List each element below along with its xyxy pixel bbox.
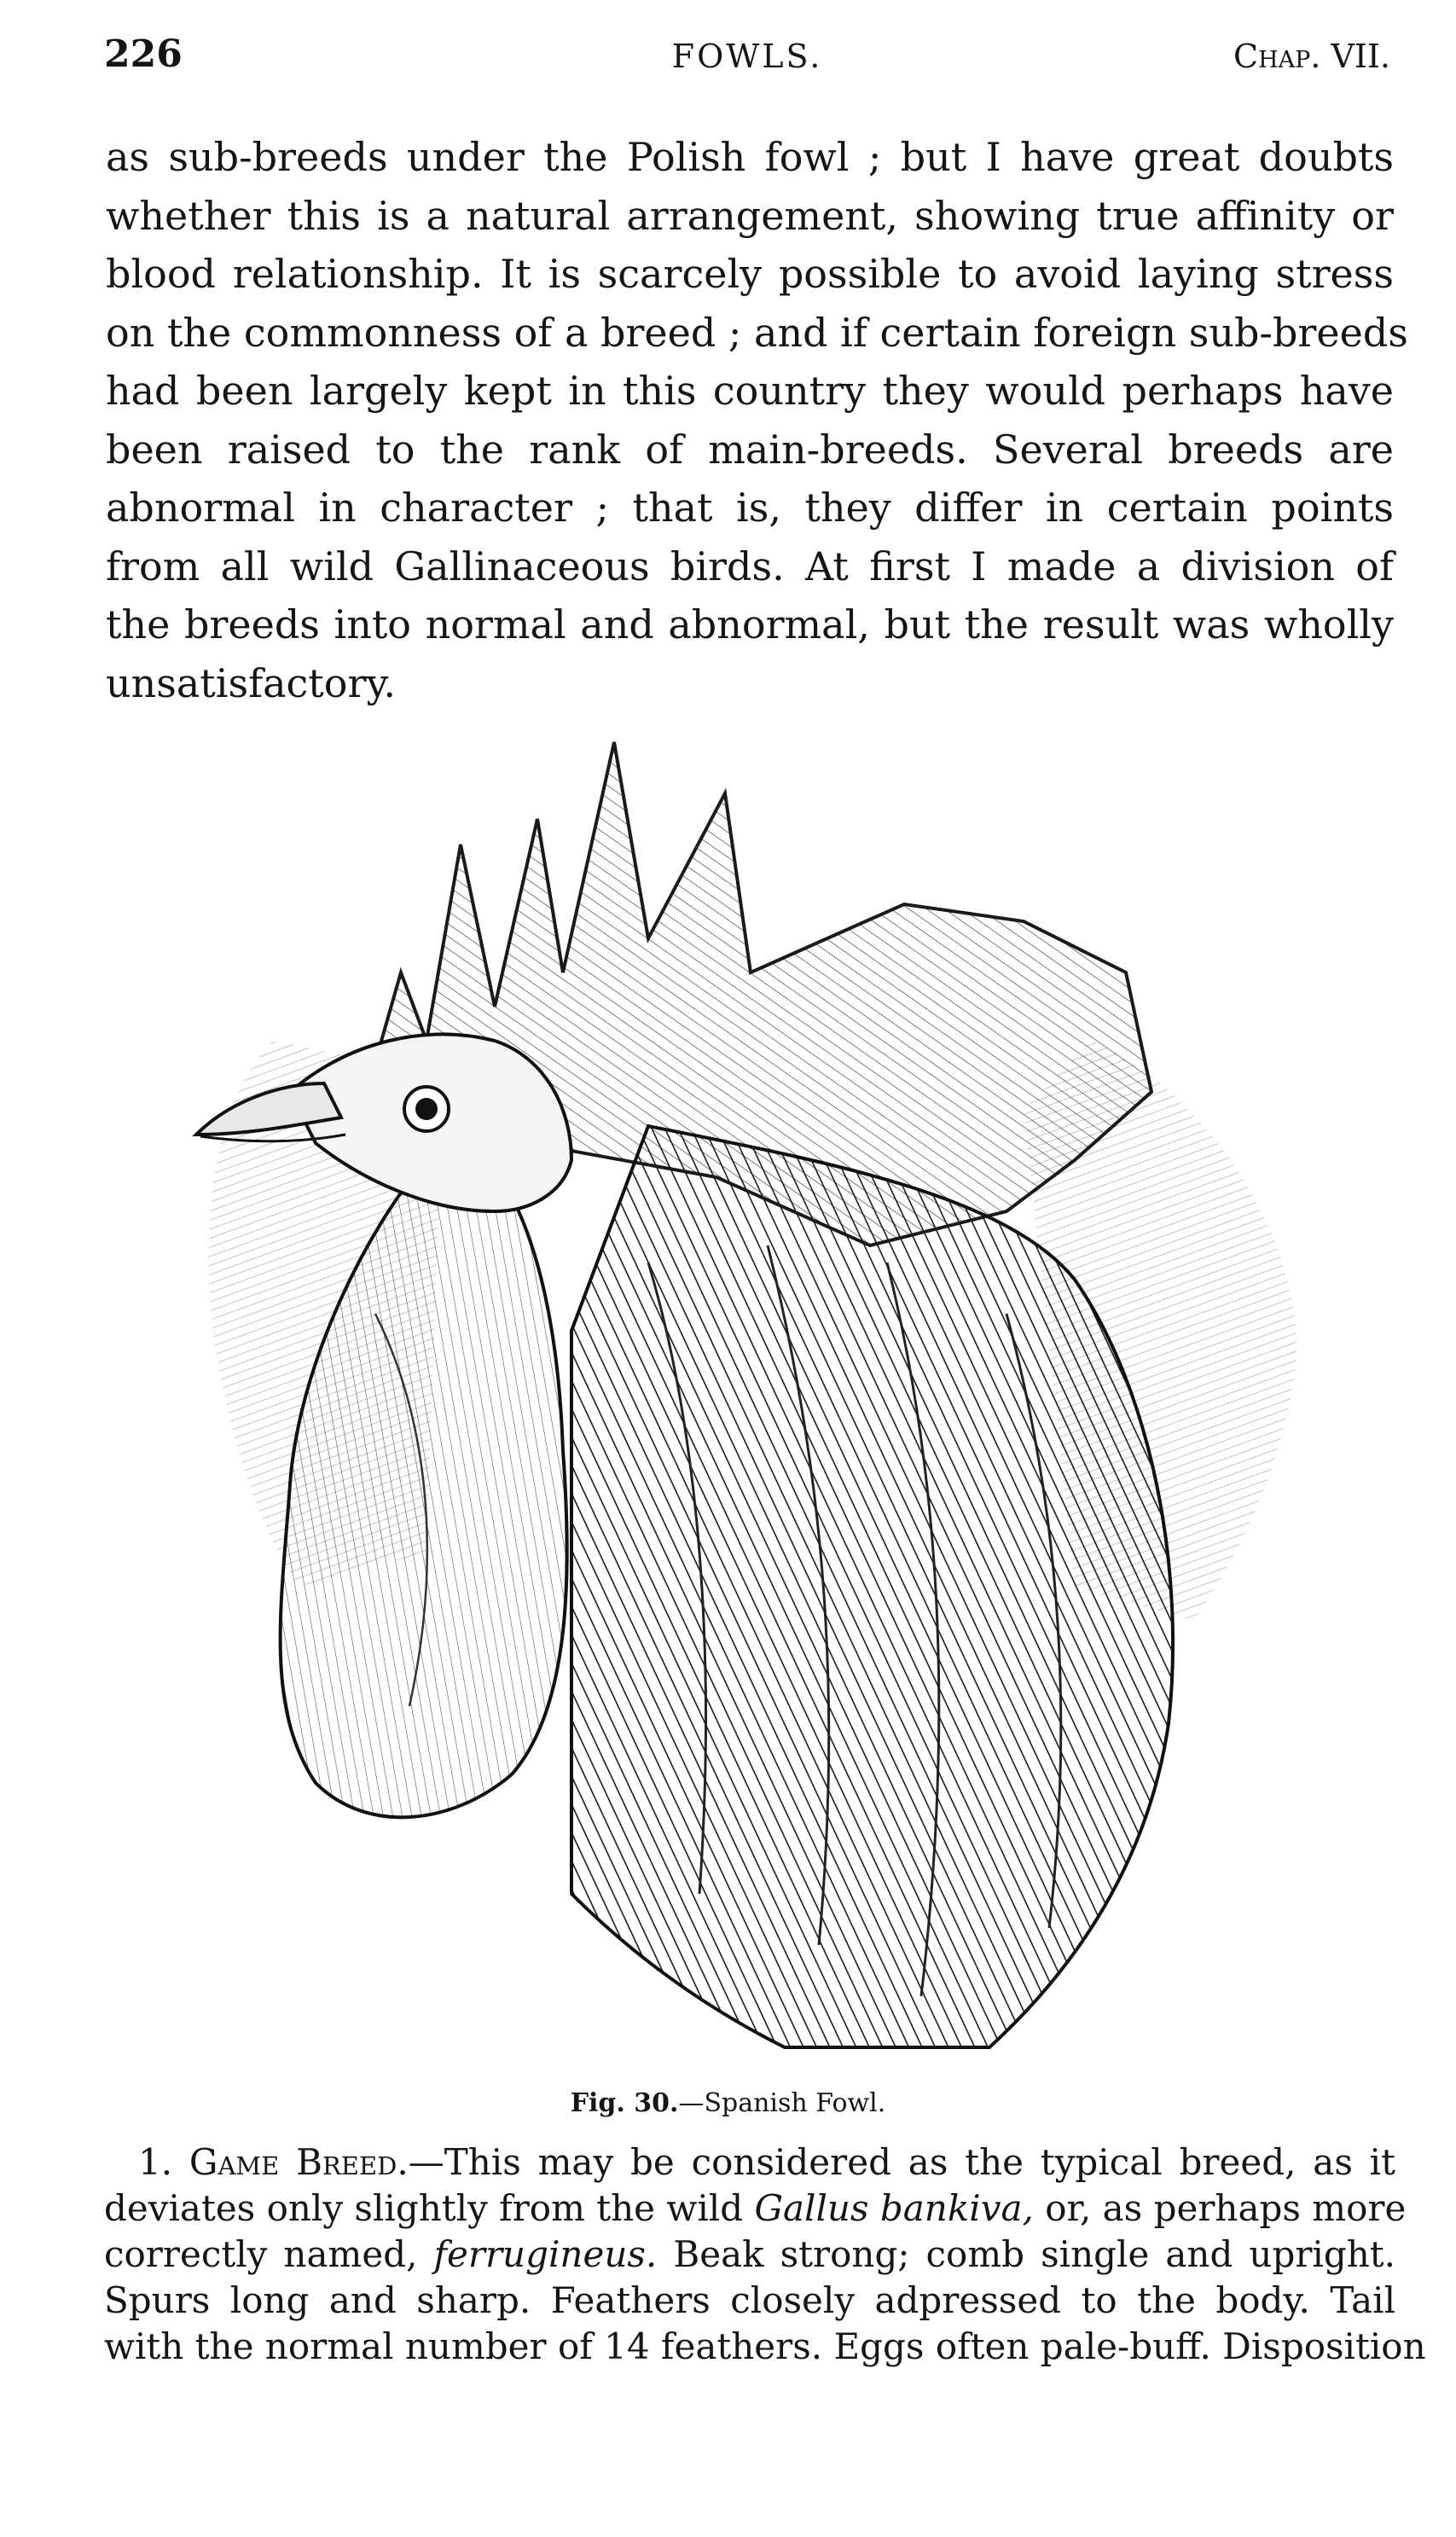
spanish-fowl-illustration <box>171 717 1348 2081</box>
text-line: the breeds into normal and abnormal, but the result was wholly <box>106 601 1394 647</box>
text-line: with the normal number of 14 feathers. Eggs often pale-buff. Disposition <box>104 2325 1426 2367</box>
figure-caption <box>0 2088 1456 2118</box>
game-breed-paragraph <box>104 2139 1426 2370</box>
running-title: FOWLS. <box>671 38 823 75</box>
text-line: 1. Game Breed.—This may be considered as the typical breed, as it <box>138 2141 1395 2183</box>
species-name: Gallus bankiva, <box>754 2187 1034 2229</box>
text-line: had been largely kept in this country they would perhaps have <box>106 368 1394 414</box>
text-line: on the commonness of a breed ; and if certain foreign sub-breeds <box>106 309 1408 356</box>
text-line: unsatisfactory. <box>106 659 396 706</box>
text-line: correctly named, ferrugineus. Beak strong; comb single and upright. <box>104 2233 1396 2275</box>
body-paragraph-top <box>106 128 1408 712</box>
running-header <box>104 32 1390 84</box>
section-number: 1. <box>138 2141 173 2183</box>
species-name: ferrugineus. <box>433 2233 658 2275</box>
text-line: as sub-breeds under the Polish fowl ; but I have great doubts <box>106 134 1394 180</box>
text-line: been raised to the rank of main-breeds. Several breeds are <box>106 426 1394 473</box>
figure-label: Fig. 30. <box>570 2088 679 2118</box>
text-line: from all wild Gallinaceous birds. At first I made a division of <box>106 543 1394 589</box>
page-number: 226 <box>104 32 183 76</box>
chapter-reference: Chap. VII. <box>1233 38 1390 75</box>
text-line: Spurs long and sharp. Feathers closely adpressed to the body. Tail <box>104 2279 1395 2321</box>
text-line: whether this is a natural arrangement, showing true affinity or <box>106 192 1394 239</box>
figure-title: —Spanish Fowl. <box>678 2088 886 2118</box>
section-heading: Game Breed. <box>189 2141 409 2183</box>
text-line: abnormal in character ; that is, they differ in certain points <box>106 485 1394 531</box>
text-line: blood relationship. It is scarcely possible to avoid laying stress <box>106 251 1394 297</box>
text-line: deviates only slightly from the wild Gallus bankiva, or, as perhaps more <box>104 2187 1407 2229</box>
